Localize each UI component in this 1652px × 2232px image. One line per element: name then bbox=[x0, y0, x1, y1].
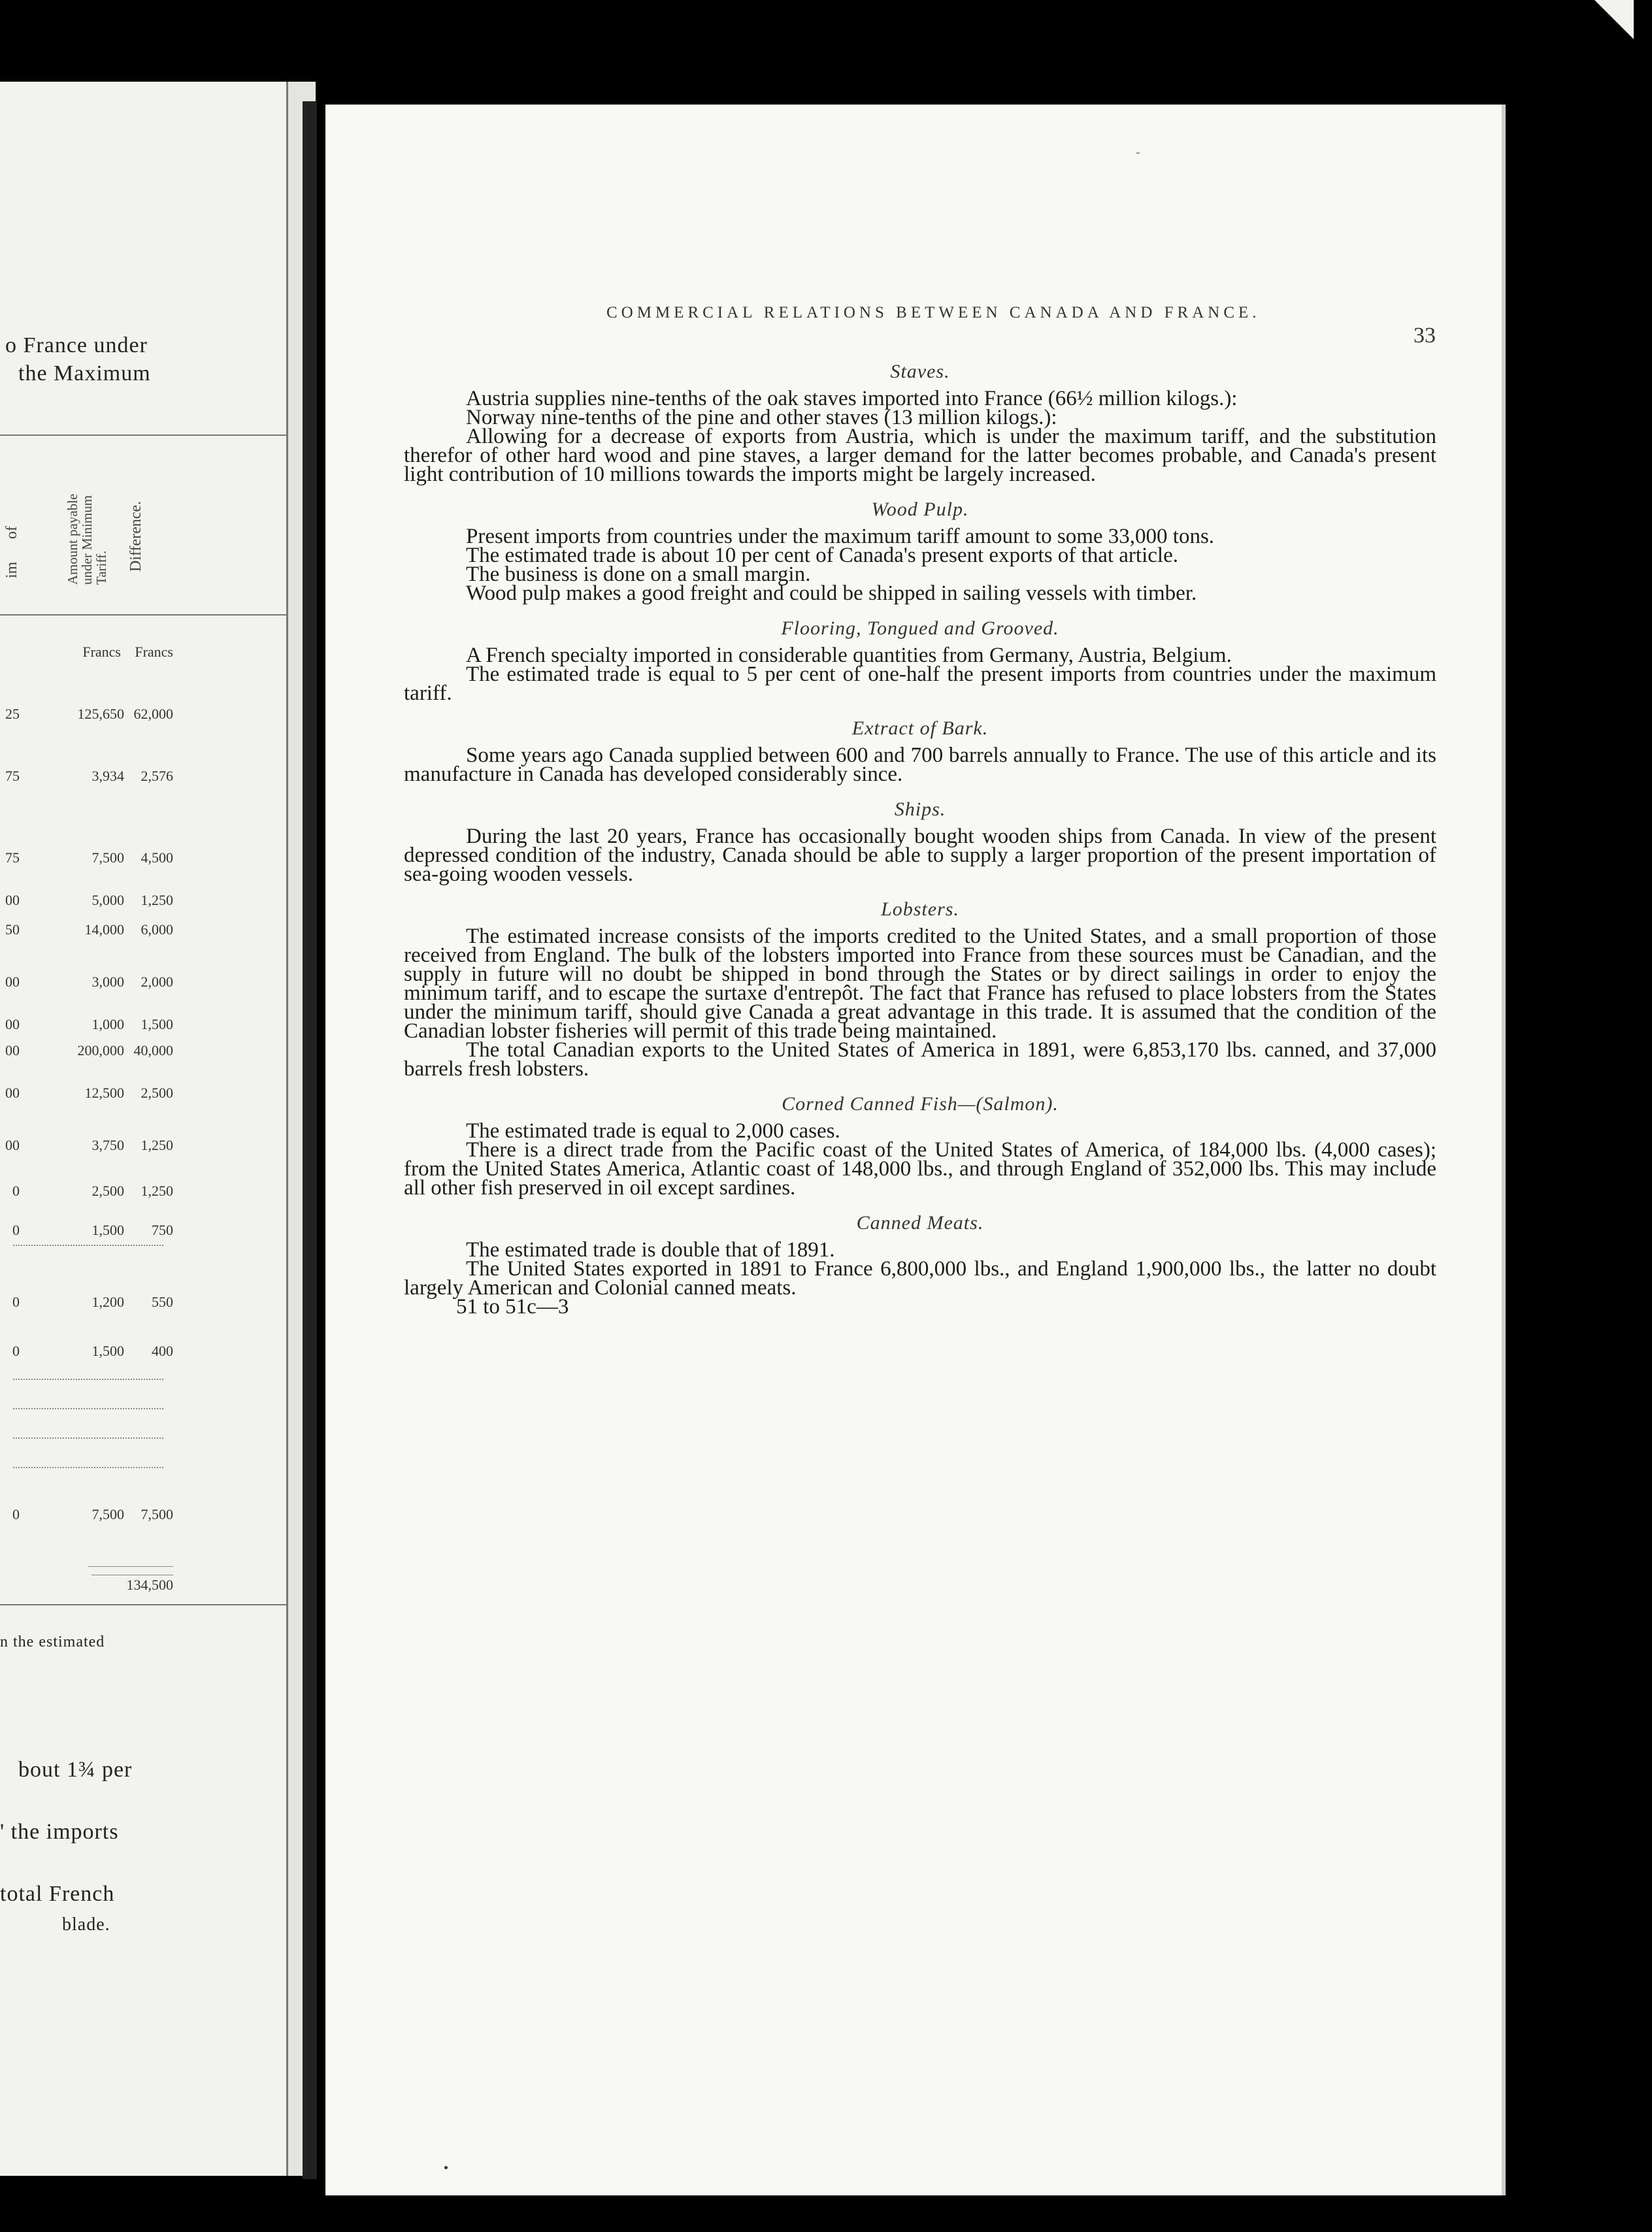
left-footnote: n the estimated bbox=[0, 1633, 105, 1650]
dotted-leader bbox=[13, 1437, 163, 1439]
table-header-rule bbox=[0, 614, 286, 615]
left-heading-line2: the Maximum bbox=[18, 361, 151, 386]
body-paragraph: The estimated increase consists of the imports credited to the United States, and a small proportion of those received from England. The bulk of the lobsters imported into France from these sources must be Canadian, and the supply in future will no doubt be shipped in bond through the States or by direct sailings in order to enjoy the minimum tariff, and to escape the surtaxe d'entrepôt. The fact that France has refused to place lobsters from the States under the minimum tariff, should give Canada a great advantage in this trade. It is assumed that the condition of the Canadian lobster fisheries will permit of this trade being maintained. bbox=[404, 925, 1436, 1043]
table-cell: 2,500 bbox=[140, 1085, 173, 1101]
body-paragraph: There is a direct trade from the Pacific coast of the United States of America, of 184,000 lbs. (4,000 cases); from the United States America, Atlantic coast of 148,000 lbs., and through England of 352,000 lbs. This may include all other fish preserved in oil except sardines. bbox=[404, 1138, 1436, 1200]
section-heading: Extract of Bark. bbox=[851, 717, 989, 739]
table-cell: 62,000 bbox=[133, 706, 173, 722]
table-cell: 00 bbox=[5, 974, 20, 990]
body-paragraph: The estimated trade is equal to 2,000 cases. bbox=[466, 1119, 840, 1143]
table-cell: 50 bbox=[5, 921, 20, 938]
table-cell: 00 bbox=[5, 1016, 20, 1032]
section-heading: Lobsters. bbox=[881, 898, 959, 920]
col-header-difference: Difference. bbox=[127, 501, 144, 572]
table-cell: 750 bbox=[152, 1222, 173, 1238]
section-heading: Staves. bbox=[890, 361, 950, 382]
left-facing-page bbox=[0, 82, 286, 2176]
table-cell: 12,500 bbox=[84, 1085, 124, 1101]
body-paragraph: Allowing for a decrease of exports from Austria, which is under the maximum tariff, and the substitution therefor of other hard wood and pine staves, a larger demand for the latter becomes probable, and Canada's present light contribution of 10 millions towards the imports might be largely increased. bbox=[404, 425, 1436, 486]
printer-signature: 51 to 51c—3 bbox=[456, 1295, 569, 1319]
unit-francs-1: Francs bbox=[82, 644, 121, 660]
table-bottom-rule bbox=[0, 1604, 286, 1605]
body-paragraph: Norway nine-tenths of the pine and other staves (13 million kilogs.): bbox=[466, 406, 1057, 429]
top-tick-mark: - bbox=[1136, 145, 1140, 159]
table-cell: 125,650 bbox=[77, 706, 124, 722]
table-cell: 2,000 bbox=[140, 974, 173, 990]
table-cell: 7,500 bbox=[91, 849, 124, 866]
table-cell: 0 bbox=[12, 1343, 20, 1359]
table-cell: 0 bbox=[12, 1183, 20, 1199]
table-cell: 1,250 bbox=[140, 1183, 173, 1199]
dotted-leader bbox=[13, 1408, 163, 1409]
table-cell: 550 bbox=[152, 1294, 173, 1310]
table-cell: 75 bbox=[5, 849, 20, 866]
table-cell: 6,000 bbox=[140, 921, 173, 938]
book-gutter bbox=[286, 82, 316, 2176]
left-text-line-2: ' the imports bbox=[0, 1820, 119, 1844]
table-cell: 1,000 bbox=[91, 1016, 124, 1032]
left-heading-line1: o France under bbox=[5, 333, 148, 357]
table-cell: 1,250 bbox=[140, 1137, 173, 1153]
total-rule bbox=[88, 1566, 173, 1567]
body-paragraph: A French specialty imported in considerable quantities from Germany, Austria, Belgium. bbox=[466, 644, 1232, 667]
body-paragraph: The estimated trade is equal to 5 per cent of one-half the present imports from countries under the maximum tariff. bbox=[404, 663, 1436, 705]
table-cell: 00 bbox=[5, 1085, 20, 1101]
dotted-leader bbox=[13, 1379, 163, 1380]
body-paragraph: The estimated trade is double that of 1891. bbox=[466, 1238, 835, 1262]
section-heading: Flooring, Tongued and Grooved. bbox=[781, 617, 1059, 639]
body-paragraph: During the last 20 years, France has occasionally bought wooden ships from Canada. In view of the present depressed condition of the industry, Canada should be able to supply a larger proportion of the present importation of sea-going wooden vessels. bbox=[404, 825, 1436, 886]
table-cell: 00 bbox=[5, 892, 20, 908]
table-top-rule bbox=[0, 435, 286, 436]
body-paragraph: Wood pulp makes a good freight and could be shipped in sailing vessels with timber. bbox=[466, 582, 1197, 605]
table-total: 134,500 bbox=[91, 1575, 173, 1594]
table-cell: 00 bbox=[5, 1042, 20, 1059]
table-cell: 14,000 bbox=[84, 921, 124, 938]
table-cell: 1,250 bbox=[140, 892, 173, 908]
table-cell: 1,500 bbox=[91, 1343, 124, 1359]
scan-corner-mark bbox=[1594, 0, 1634, 39]
table-cell: 40,000 bbox=[133, 1042, 173, 1059]
page-number: 33 bbox=[1413, 323, 1436, 348]
running-head: COMMERCIAL RELATIONS BETWEEN CANADA AND FRANCE. bbox=[606, 304, 1261, 321]
table-cell: 25 bbox=[5, 706, 20, 722]
body-paragraph: The total Canadian exports to the United States of America in 1891, were 6,853,170 lbs. canned, and 37,000 barrels fresh lobsters. bbox=[404, 1038, 1436, 1081]
left-text-line-1: bout 1¾ per bbox=[18, 1758, 133, 1782]
unit-francs-2: Francs bbox=[135, 644, 173, 660]
stray-dot bbox=[444, 2166, 448, 2169]
table-cell: 2,576 bbox=[140, 768, 173, 784]
table-cell: 1,500 bbox=[91, 1222, 124, 1238]
dotted-leader bbox=[13, 1467, 163, 1468]
body-paragraph: The estimated trade is about 10 per cent of Canada's present exports of that article. bbox=[466, 544, 1178, 567]
table-cell: 00 bbox=[5, 1137, 20, 1153]
body-paragraph: Some years ago Canada supplied between 600 and 700 barrels annually to France. The use of this article and its manufacture in Canada has developed considerably since. bbox=[404, 744, 1436, 786]
body-paragraph: Present imports from countries under the maximum tariff amount to some 33,000 tons. bbox=[466, 525, 1215, 548]
table-cell: 0 bbox=[12, 1506, 20, 1522]
section-heading: Ships. bbox=[894, 798, 946, 820]
table-cell: 0 bbox=[12, 1294, 20, 1310]
body-paragraph: The business is done on a small margin. bbox=[466, 563, 811, 586]
section-heading: Canned Meats. bbox=[856, 1212, 984, 1234]
col-header-1: im bbox=[3, 561, 20, 578]
table-cell: 5,000 bbox=[91, 892, 124, 908]
table-cell: 1,200 bbox=[91, 1294, 124, 1310]
dotted-leader bbox=[13, 1245, 163, 1246]
section-heading: Wood Pulp. bbox=[871, 499, 969, 520]
table-cell: 7,500 bbox=[91, 1506, 124, 1522]
table-cell: 7,500 bbox=[140, 1506, 173, 1522]
left-text-line-4: blade. bbox=[62, 1914, 110, 1935]
table-cell: 0 bbox=[12, 1222, 20, 1238]
col-header-min-tariff: Amount payable under Minimum Tariff. bbox=[65, 493, 109, 585]
left-text-line-3: total French bbox=[0, 1882, 115, 1906]
table-cell: 75 bbox=[5, 768, 20, 784]
table-cell: 2,500 bbox=[91, 1183, 124, 1199]
table-cell: 200,000 bbox=[77, 1042, 124, 1059]
page-edge bbox=[1502, 105, 1506, 2195]
table-cell: 1,500 bbox=[140, 1016, 173, 1032]
body-paragraph: The United States exported in 1891 to France 6,800,000 lbs., and England 1,900,000 lbs., the latter no doubt largely American and Colonial canned meats. bbox=[404, 1257, 1436, 1300]
table-cell: 3,000 bbox=[91, 974, 124, 990]
table-cell: 3,934 bbox=[91, 768, 124, 784]
table-cell: 3,750 bbox=[91, 1137, 124, 1153]
table-cell: 400 bbox=[152, 1343, 173, 1359]
table-cell: 4,500 bbox=[140, 849, 173, 866]
body-paragraph: Austria supplies nine-tenths of the oak staves imported into France (66½ million kilogs.): bbox=[466, 387, 1238, 410]
page-body bbox=[404, 346, 1436, 1317]
right-page bbox=[325, 105, 1502, 2195]
section-heading: Corned Canned Fish—(Salmon). bbox=[782, 1093, 1059, 1115]
col-header-0: of bbox=[3, 526, 20, 539]
